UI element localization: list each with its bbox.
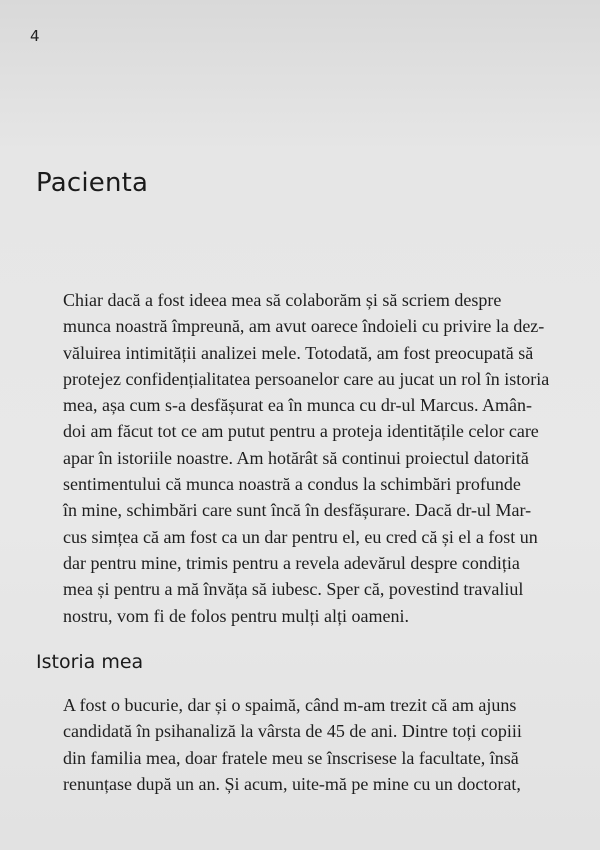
text-line: în mine, schimbări care sunt încă în desfășurare. Dacă dr-ul Mar- xyxy=(63,500,532,521)
text-line: doi am făcut tot ce am putut pentru a proteja identitățile celor care xyxy=(63,421,539,442)
text-line: sentimentului că munca noastră a condus la schimbări profunde xyxy=(63,474,521,495)
text-line: nostru, vom fi de folos pentru mulți alți oameni. xyxy=(63,605,409,626)
paragraph-intro xyxy=(36,287,578,629)
text-line: A fost o bucurie, dar și o spaimă, când m-am trezit că am ajuns xyxy=(63,695,517,715)
chapter-title: Pacienta xyxy=(36,168,149,198)
text-line: renunțase după un an. Și acum, uite-mă pe mine cu un doctorat, xyxy=(63,773,521,794)
text-line: dar pentru mine, trimis pentru a revela adevărul despre condiția xyxy=(63,552,520,573)
text-line: apar în istoriile noastre. Am hotărât să continui proiectul datorită xyxy=(63,447,529,468)
paragraph-history xyxy=(36,692,578,797)
text-line: munca noastră împreună, am avut oarece îndoieli cu privire la dez- xyxy=(63,316,545,337)
text-line: cus simțea că am fost ca un dar pentru el, eu cred că și el a fost un xyxy=(63,526,538,547)
text-line: Chiar dacă a fost ideea mea să colaborăm și să scriem despre xyxy=(63,290,502,310)
text-line: văluirea intimității analizei mele. Totodată, am fost preocupată să xyxy=(63,342,534,363)
text-line: din familia mea, doar fratele meu se înscrisese la facultate, însă xyxy=(63,747,519,768)
text-line: protejez confidențialitatea persoanelor care au jucat un rol în istoria xyxy=(63,368,550,389)
text-line: mea, așa cum s-a desfășurat ea în munca cu dr-ul Marcus. Amân- xyxy=(63,395,532,416)
text-line: candidată în psihanaliză la vârsta de 45 de ani. Dintre toți copiii xyxy=(63,721,522,742)
text-line: mea și pentru a mă învăța să iubesc. Sper că, povestind travaliul xyxy=(63,579,524,600)
page-number: 4 xyxy=(30,27,40,45)
section-heading: Istoria mea xyxy=(36,651,144,673)
